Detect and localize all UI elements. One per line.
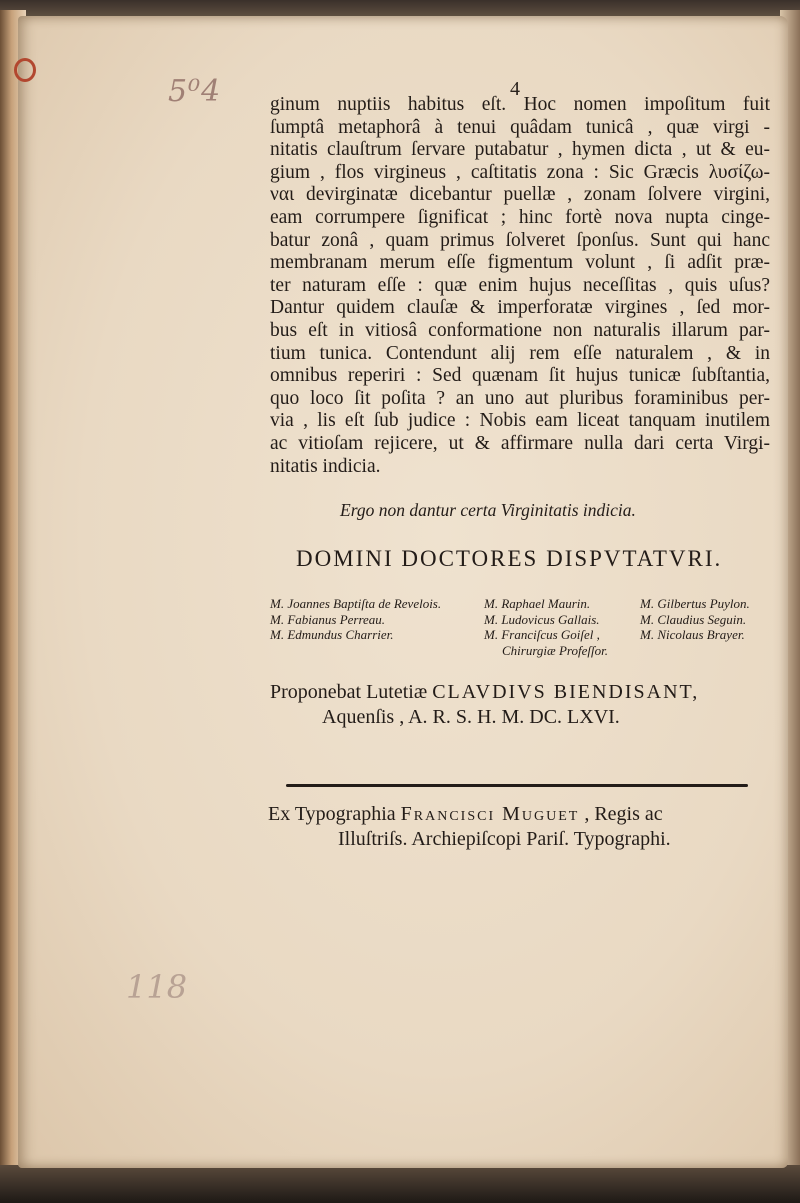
imprint-line-1	[268, 802, 671, 827]
doctor-title: Chirurgiæ Profeſſor.	[502, 642, 608, 658]
body-line: quo loco ſit poſita ? an uno aut pluribus foraminibus per-	[270, 387, 770, 409]
body-line: bus eſt in vitiosâ conformatione non naturalis illarum par-	[270, 319, 770, 341]
body-line: nitatis indicia.	[270, 455, 381, 477]
doctors-heading: DOMINI DOCTORES DISPVTATVRI.	[296, 546, 723, 571]
body-line: eam corrumpere ſignificat ; hinc fortè nova nupta cinge-	[270, 206, 770, 228]
proponebat-line-2: Aquenſis , A. R. S. H. M. DC. LXVI.	[322, 706, 620, 728]
manuscript-shelfmark: 5⁰4	[168, 74, 222, 109]
proponebat-block	[270, 680, 699, 730]
imprint-line-2: Illuſtriſs. Archiepiſcopi Pariſ. Typographi.	[338, 828, 671, 850]
doctor-name: M. Nicolaus Brayer.	[640, 627, 745, 642]
doctor-name: M. Gilbertus Puylon.	[640, 596, 750, 611]
doctors-column-3	[640, 596, 750, 643]
body-line: batur zonâ , quam primus ſolveret ſponſus. Sunt qui hanc	[270, 229, 770, 251]
doctor-name: M. Edmundus Charrier.	[270, 627, 394, 642]
body-line: tium tunica. Contendunt alij rem eſſe naturalem , & in	[270, 342, 770, 364]
body-line: gium , flos virgineus , caſtitatis zona : Sic Græcis λυσίζω-	[270, 161, 770, 183]
doctors-column-2	[484, 596, 608, 658]
red-ink-mark	[14, 58, 36, 82]
proponebat-prefix: Proponebat Lutetiæ	[270, 681, 428, 703]
body-line: Dantur quidem clauſæ & imperforatæ virgines , ſed mor-	[270, 297, 770, 319]
horizontal-rule	[286, 784, 748, 787]
candidate-name: CLAVDIVS BIENDISANT,	[432, 681, 700, 703]
body-line: ter naturam eſſe : quæ enim hujus neceſſitas , quis uſus?	[270, 274, 770, 296]
doctors-column-1	[270, 596, 441, 643]
doctor-name: M. Ludovicus Gallais.	[484, 611, 600, 627]
doctor-name: M. Raphael Maurin.	[484, 596, 591, 611]
book-bottom-edge	[0, 1165, 800, 1203]
body-line: omnibus reperiri : Sed quænam ſit hujus tunicæ ſubſtantia,	[270, 365, 770, 387]
body-line: membranam merum eſſe figmentum volunt , ſi adſit præ-	[270, 252, 770, 274]
conclusion-line: Ergo non dantur certa Virginitatis indicia.	[340, 500, 636, 520]
manuscript-page-number: 118	[126, 968, 188, 1006]
printer-imprint	[268, 802, 671, 852]
doctor-name: M. Joannes Baptiſta de Revelois.	[270, 596, 442, 611]
printer-name: Francisci Muguet	[400, 803, 580, 825]
doctor-name: M. Claudius Seguin.	[640, 611, 747, 627]
proponebat-line-1	[270, 680, 699, 705]
page-number: 4	[510, 78, 520, 100]
body-line: nitatis clauſtrum ſervare putabatur , hymen dicta , ut & eu-	[270, 139, 770, 161]
body-line: ginum nuptiis habitus eſt. Hoc nomen impoſitum fuit	[270, 94, 770, 115]
imprint-start: Ex Typographia	[268, 803, 396, 825]
doctor-name: M. Franciſcus Goiſel ,	[484, 627, 600, 642]
body-line: ſumptâ metaphorâ à tenui quâdam tunicâ , quæ virgi -	[270, 116, 770, 138]
doctor-name: M. Fabianus Perreau.	[270, 611, 386, 627]
body-line: ναι devirginatæ dicebantur puellæ , zonam ſolvere virgini,	[270, 184, 770, 206]
body-line: ac vitioſam rejicere, ut & affirmare nulla dari certa Virgi-	[270, 432, 770, 454]
body-line: via , lis eſt ſub judice : Nobis eam liceat tanquam inutilem	[270, 410, 770, 432]
body-paragraph	[270, 94, 770, 478]
imprint-end: , Regis ac	[584, 803, 663, 825]
